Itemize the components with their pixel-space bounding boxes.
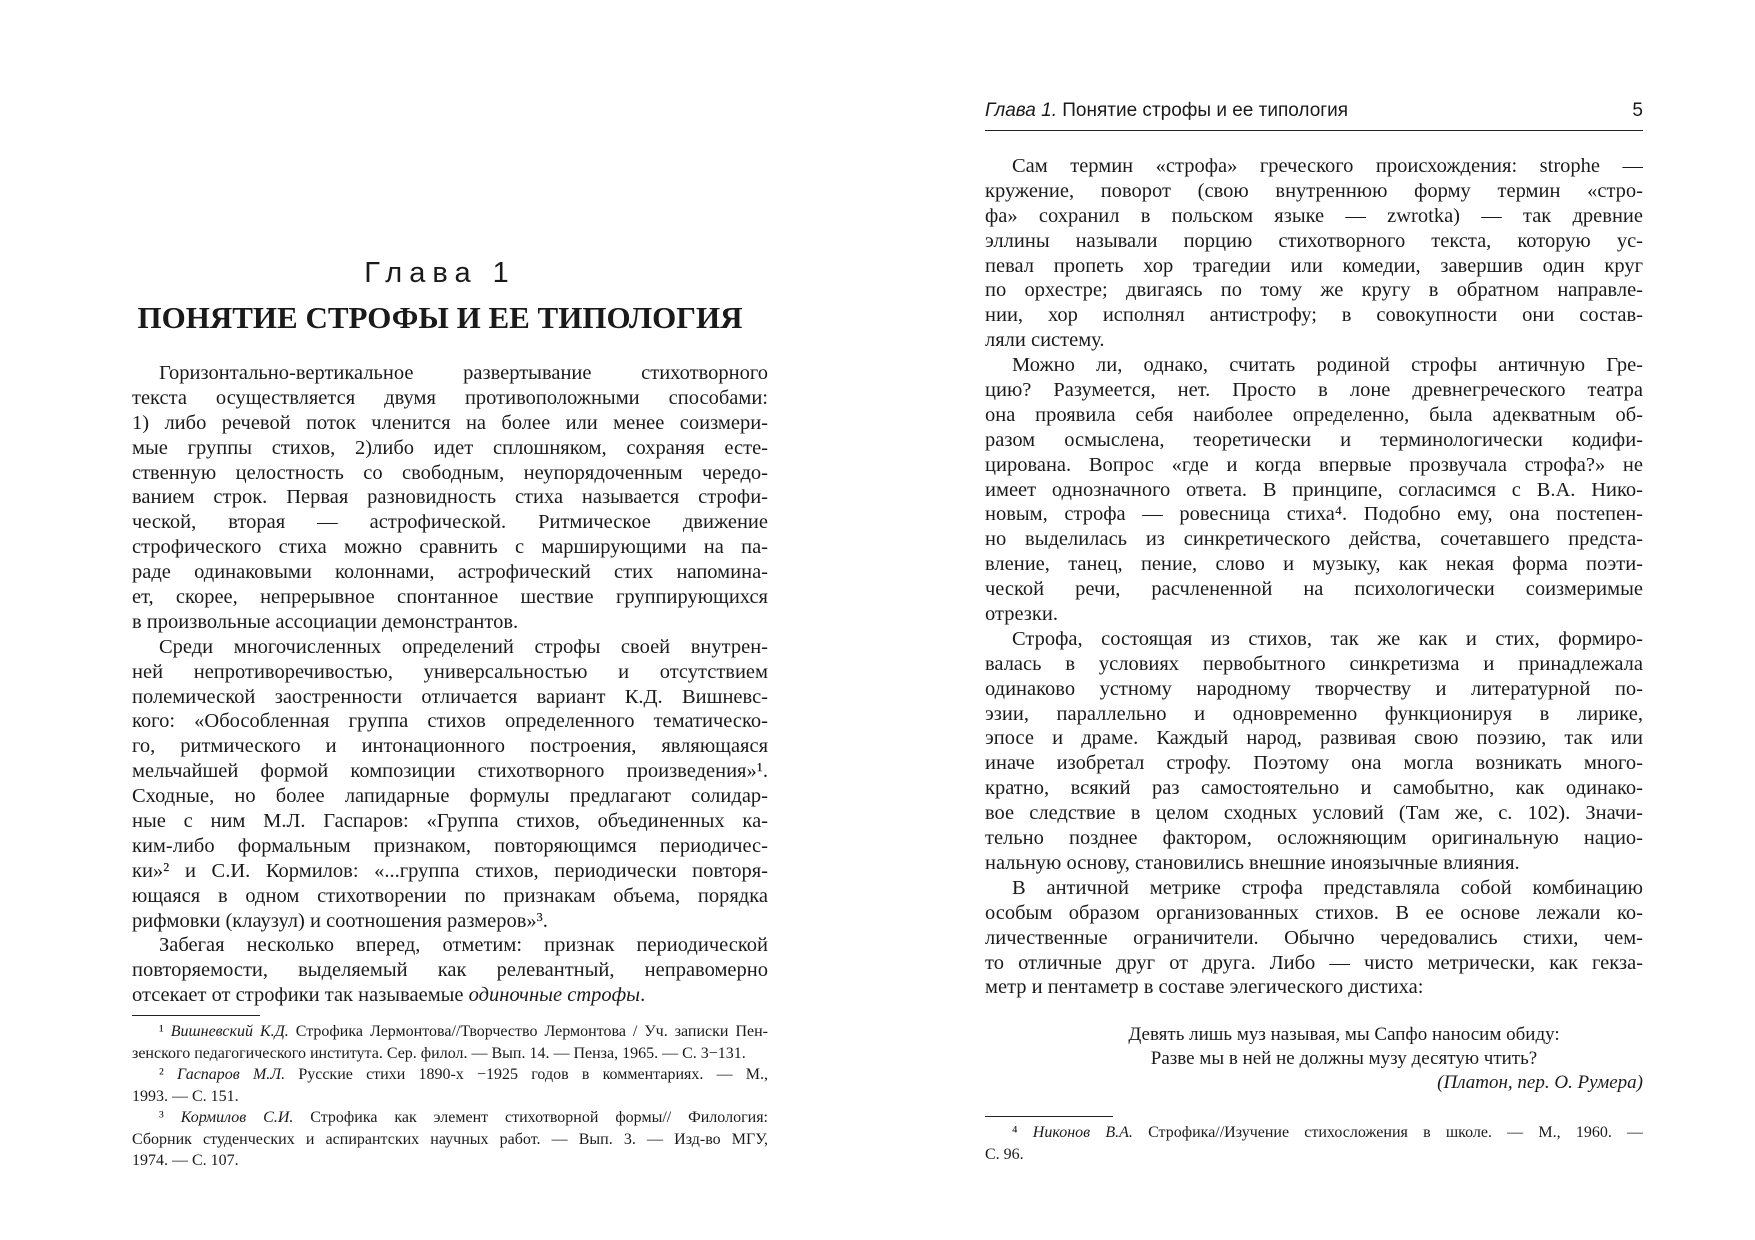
text-line: вое следствие в целом сходных условий (Там же, с. 102). Значи- — [985, 802, 1643, 825]
text-line: имеет однозначного ответа. В принципе, согласимся с В.А. Нико- — [985, 478, 1643, 501]
footnote-line: Сборник студенческих и аспирантских научных работ. — Вып. 3. — Изд-во МГУ, — [132, 1130, 768, 1148]
text-line: ные с ним М.Л. Гаспаров: «Группа стихов, объединенных ка- — [132, 810, 768, 833]
text-line: кратно, всякий раз самостоятельно и самобытно, как одинако- — [985, 777, 1643, 800]
left-body-text — [132, 361, 768, 1008]
text-line: ванием строк. Первая разновидность стиха называется строфи- — [132, 486, 768, 509]
left-page — [0, 0, 877, 1240]
header-title: Понятие строфы и ее типология — [1056, 100, 1349, 121]
text-line: разом осмыслена, теоретически и терминологически кодифи- — [985, 428, 1643, 451]
text-line: ческой речи, расчлененной на психологически соизмеримые — [985, 578, 1643, 601]
text-line: личественные ограничители. Обычно чередовались стихи, чем- — [985, 926, 1643, 949]
page-number: 5 — [1632, 100, 1643, 121]
text-line: отрезки. — [985, 603, 1058, 626]
text-line: тельно позднее фактором, осложняющим оригинальную нацио- — [985, 827, 1643, 850]
footnote-number: ¹ — [159, 1023, 171, 1040]
text-line: кружение, поворот (свою внутреннюю форму термин «стро- — [985, 179, 1643, 202]
text-line: 1) либо речевой поток членится на более или менее соизмери- — [132, 411, 768, 434]
text-line: раде одинаковыми колоннами, астрофический стих напомина- — [132, 561, 768, 584]
footnote-line: ⁴ Никонов В.А. Строфика//Изучение стихосложения в школе. — М., 1960. — — [1012, 1124, 1643, 1141]
footnote-author: Гаспаров М.Л. — [177, 1066, 286, 1083]
text-line: ческой, вторая — астрофической. Ритмическое движение — [132, 511, 768, 534]
text-line: Горизонтально-вертикальное развертывание стихотворного — [159, 362, 768, 384]
right-page — [877, 0, 1755, 1240]
footnote-number: ³ — [159, 1109, 181, 1126]
text-line: кого: «Обособленная группа стихов определенного тематическо- — [132, 710, 768, 733]
text-line: полемической заостренности отличается вариант К.Д. Вишневс- — [132, 685, 768, 708]
text-line: нальную основу, становились внешние иноязычные влияния. — [985, 851, 1520, 874]
text-line: фа» сохранил в польском языке — zwrotka) — так древние — [985, 204, 1643, 227]
text-line: то отличные друг от друга. Либо — чисто метрически, как гекза- — [985, 951, 1643, 974]
footnote-rule — [985, 1116, 1113, 1117]
footnote-line: зенского педагогического института. Сер. филол. — Вып. 14. — Пенза, 1965. — С. 3−131. — [132, 1044, 746, 1062]
text-line: Среди многочисленных определений строфы своей внутрен- — [159, 635, 768, 658]
text-line: цирована. Вопрос «где и когда впервые прозвучала строфа?» не — [985, 453, 1643, 476]
text-line: но выделилась из синкретического действа, сочетавшего предста- — [985, 528, 1643, 551]
text-line: одинаково устному народному творчеству и литературной по- — [985, 677, 1643, 700]
text-line: особым образом организованных стихов. В ее основе лежали ко- — [985, 901, 1643, 924]
text-line: ляли систему. — [985, 329, 1105, 352]
text-line: нии, хор исполнял антистрофу; в совокупности они состав- — [985, 304, 1643, 327]
right-body-text — [985, 154, 1643, 1000]
running-header — [985, 100, 1643, 122]
chapter-title: ПОНЯТИЕ СТРОФЫ И ЕЕ ТИПОЛОГИЯ — [137, 300, 743, 335]
text-line: Сам термин «строфа» греческого происхождения: strophe — — [1012, 155, 1643, 177]
poem-line: Девять лишь муз называя, мы Сапфо наносим обиду: — [1128, 1024, 1560, 1045]
text-line: Можно ли, однако, считать родиной строфы античную Гре- — [1012, 354, 1643, 377]
poem-quote — [985, 1023, 1643, 1095]
italic-term: одиночные строфы — [468, 984, 641, 1007]
right-footnotes — [985, 1122, 1643, 1165]
footnote-author: Вишневский К.Д. — [170, 1023, 289, 1040]
text-line: в произвольные ассоциации демонстрантов. — [132, 610, 519, 633]
text-line: В античной метрике строфа представляла собой комбинацию — [1012, 876, 1643, 899]
text-line: вление, танец, пение, слово и музыку, как некая форма поэти- — [985, 553, 1643, 576]
text-line: новым, строфа — ровесница стиха⁴. Подобно ему, она постепен- — [985, 503, 1643, 526]
poem-line: Разве мы в ней не должны музу десятую чтить? — [1150, 1048, 1538, 1069]
footnote-number: ² — [159, 1066, 177, 1083]
text-line: Забегая несколько вперед, отметим: признак периодической — [159, 934, 768, 957]
text-line: Строфа, состоящая из стихов, так же как и стих, формиро- — [1012, 627, 1643, 650]
text-line: мельчайшей формой композиции стихотворного произведения»¹. — [132, 760, 768, 783]
text-line: ким-либо формальным признаком, повторяющимся периодичес- — [132, 834, 768, 857]
text-line: ственную целостность со свободным, неупорядоченным чередо- — [132, 461, 768, 484]
text-line: го, ритмического и интонационного построения, являющаяся — [132, 735, 768, 758]
text-line: ки»² и С.И. Кормилов: «...группа стихов, периодически повторя- — [132, 859, 768, 882]
footnote-line: С. 96. — [985, 1145, 1024, 1163]
text-line: рифмовки (клаузул) и соотношения размеров»³. — [132, 909, 548, 932]
footnote-number: ⁴ — [1012, 1124, 1033, 1141]
text-line: эллины называли порцию стихотворного текста, которую ус- — [985, 229, 1643, 252]
footnote-line: 1974. — С. 107. — [132, 1152, 239, 1169]
text-line: по орхестре; двигаясь по тому же кругу в обратном направле- — [985, 279, 1643, 302]
footnote-rule — [132, 1015, 260, 1016]
text-line: цию? Разумеется, нет. Просто в лоне древнегреческого театра — [985, 379, 1643, 402]
text-line: ней непротиворечивостью, универсальностью и отсутствием — [132, 660, 768, 683]
footnote-line: 1993. — С. 151. — [132, 1087, 239, 1105]
text-line: текста осуществляется двумя противоположными способами: — [132, 386, 768, 409]
text-line: она проявила себя наиболее определенно, была адекватным об- — [985, 403, 1643, 426]
text-line: валась в условиях первобытного синкретизма и принадлежала — [985, 652, 1643, 675]
header-chapter: Глава 1. — [985, 100, 1057, 121]
text-line: эзии, параллельно и одновременно функционируя в лирике, — [985, 702, 1643, 725]
text-line: отсекает от строфики так называемые одиночные строфы. — [132, 984, 646, 1007]
header-rule — [985, 130, 1643, 131]
text-line: мые группы стихов, 2)либо идет сплошняком, сохраняя есте- — [132, 436, 768, 459]
footnote-line: ² Гаспаров М.Л. Русские стихи 1890-х −1925 годов в комментариях. — М., — [159, 1066, 768, 1083]
text-line: строфического стиха можно сравнить с марширующими на па- — [132, 536, 768, 559]
chapter-label: Глава 1 — [364, 257, 516, 289]
footnote-line: ¹ Вишневский К.Д. Строфика Лермонтова//Творчество Лермонтова / Уч. записки Пен- — [159, 1023, 768, 1040]
text-line: иначе изобретал строфу. Поэтому она могла возникать много- — [985, 752, 1643, 775]
text-line: эпосе и драме. Каждый народ, развивая свою поэзию, так или — [985, 727, 1643, 750]
footnote-author: Никонов В.А. — [1032, 1124, 1133, 1141]
text-line: певал пропеть хор трагедии или комедии, завершив один круг — [985, 254, 1643, 277]
text-line: Сходные, но более лапидарные формулы предлагают солидар- — [132, 785, 768, 808]
poem-attribution: (Платон, пер. О. Румера) — [1437, 1072, 1643, 1093]
text-line: повторяемости, выделяемый как релевантный, неправомерно — [132, 959, 768, 982]
footnote-line: ³ Кормилов С.И. Строфика как элемент стихотворной формы// Филология: — [159, 1109, 768, 1126]
text-line: ет, скорее, непрерывное спонтанное шествие группирующихся — [132, 586, 768, 609]
text-line: метр и пентаметр в составе элегического дистиха: — [985, 976, 1424, 999]
left-footnotes — [132, 1021, 768, 1172]
text-line: ющаяся в одном стихотворении по признакам объема, порядка — [132, 884, 768, 907]
footnote-author: Кормилов С.И. — [180, 1109, 294, 1126]
